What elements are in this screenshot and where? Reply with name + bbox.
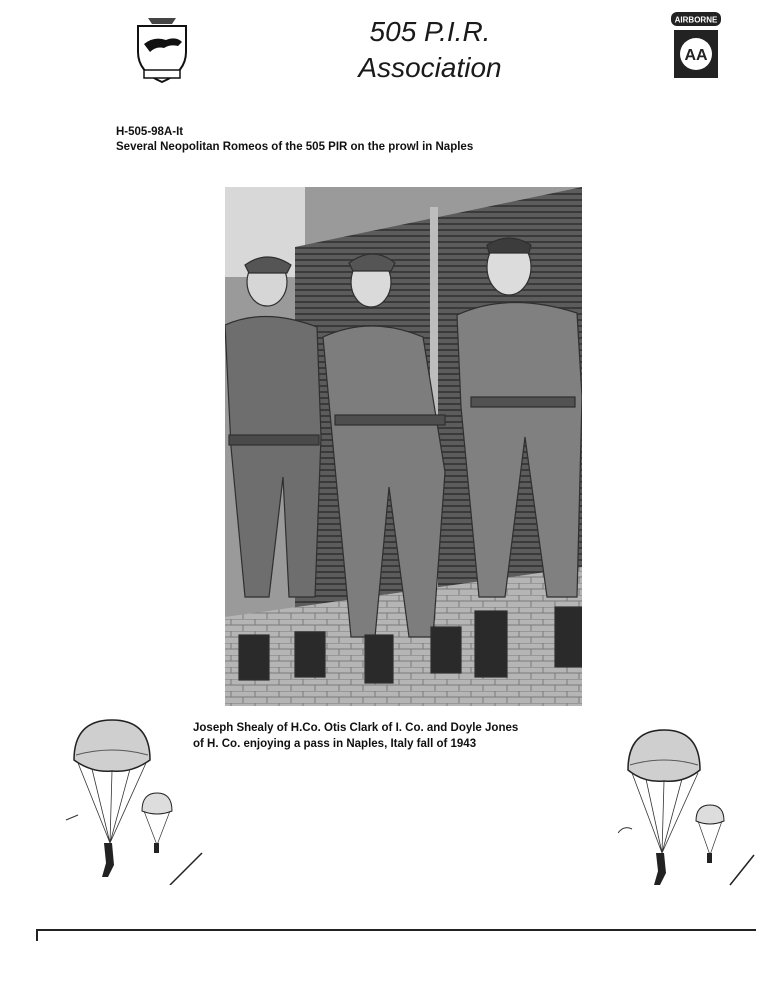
bottom-rule bbox=[36, 929, 756, 931]
org-title-line1: 505 P.I.R. bbox=[369, 16, 491, 47]
org-title bbox=[330, 14, 530, 86]
bottom-caption-line1: Joseph Shealy of H.Co. Otis Clark of I. Co. and Doyle Jones bbox=[193, 722, 519, 734]
regiment-crest-icon bbox=[130, 12, 194, 84]
photo-caption: Several Neopolitan Romeos of the 505 PIR on the prowl in Naples bbox=[116, 141, 474, 153]
bottom-caption-line2: of H. Co. enjoying a pass in Naples, Italy fall of 1943 bbox=[193, 738, 477, 750]
paratrooper-parachutes-icon bbox=[62, 715, 207, 885]
airborne-82-patch-icon bbox=[668, 10, 724, 82]
bottom-caption bbox=[193, 720, 623, 752]
historical-photo bbox=[225, 187, 582, 706]
paratrooper-parachutes-icon bbox=[618, 725, 758, 890]
svg-text:AIRBORNE: AIRBORNE bbox=[674, 15, 718, 25]
bottom-rule-tick bbox=[36, 929, 38, 941]
svg-text:AA: AA bbox=[684, 47, 708, 64]
org-title-line2: Association bbox=[358, 52, 502, 83]
photo-id: H-505-98A-It bbox=[116, 126, 184, 138]
